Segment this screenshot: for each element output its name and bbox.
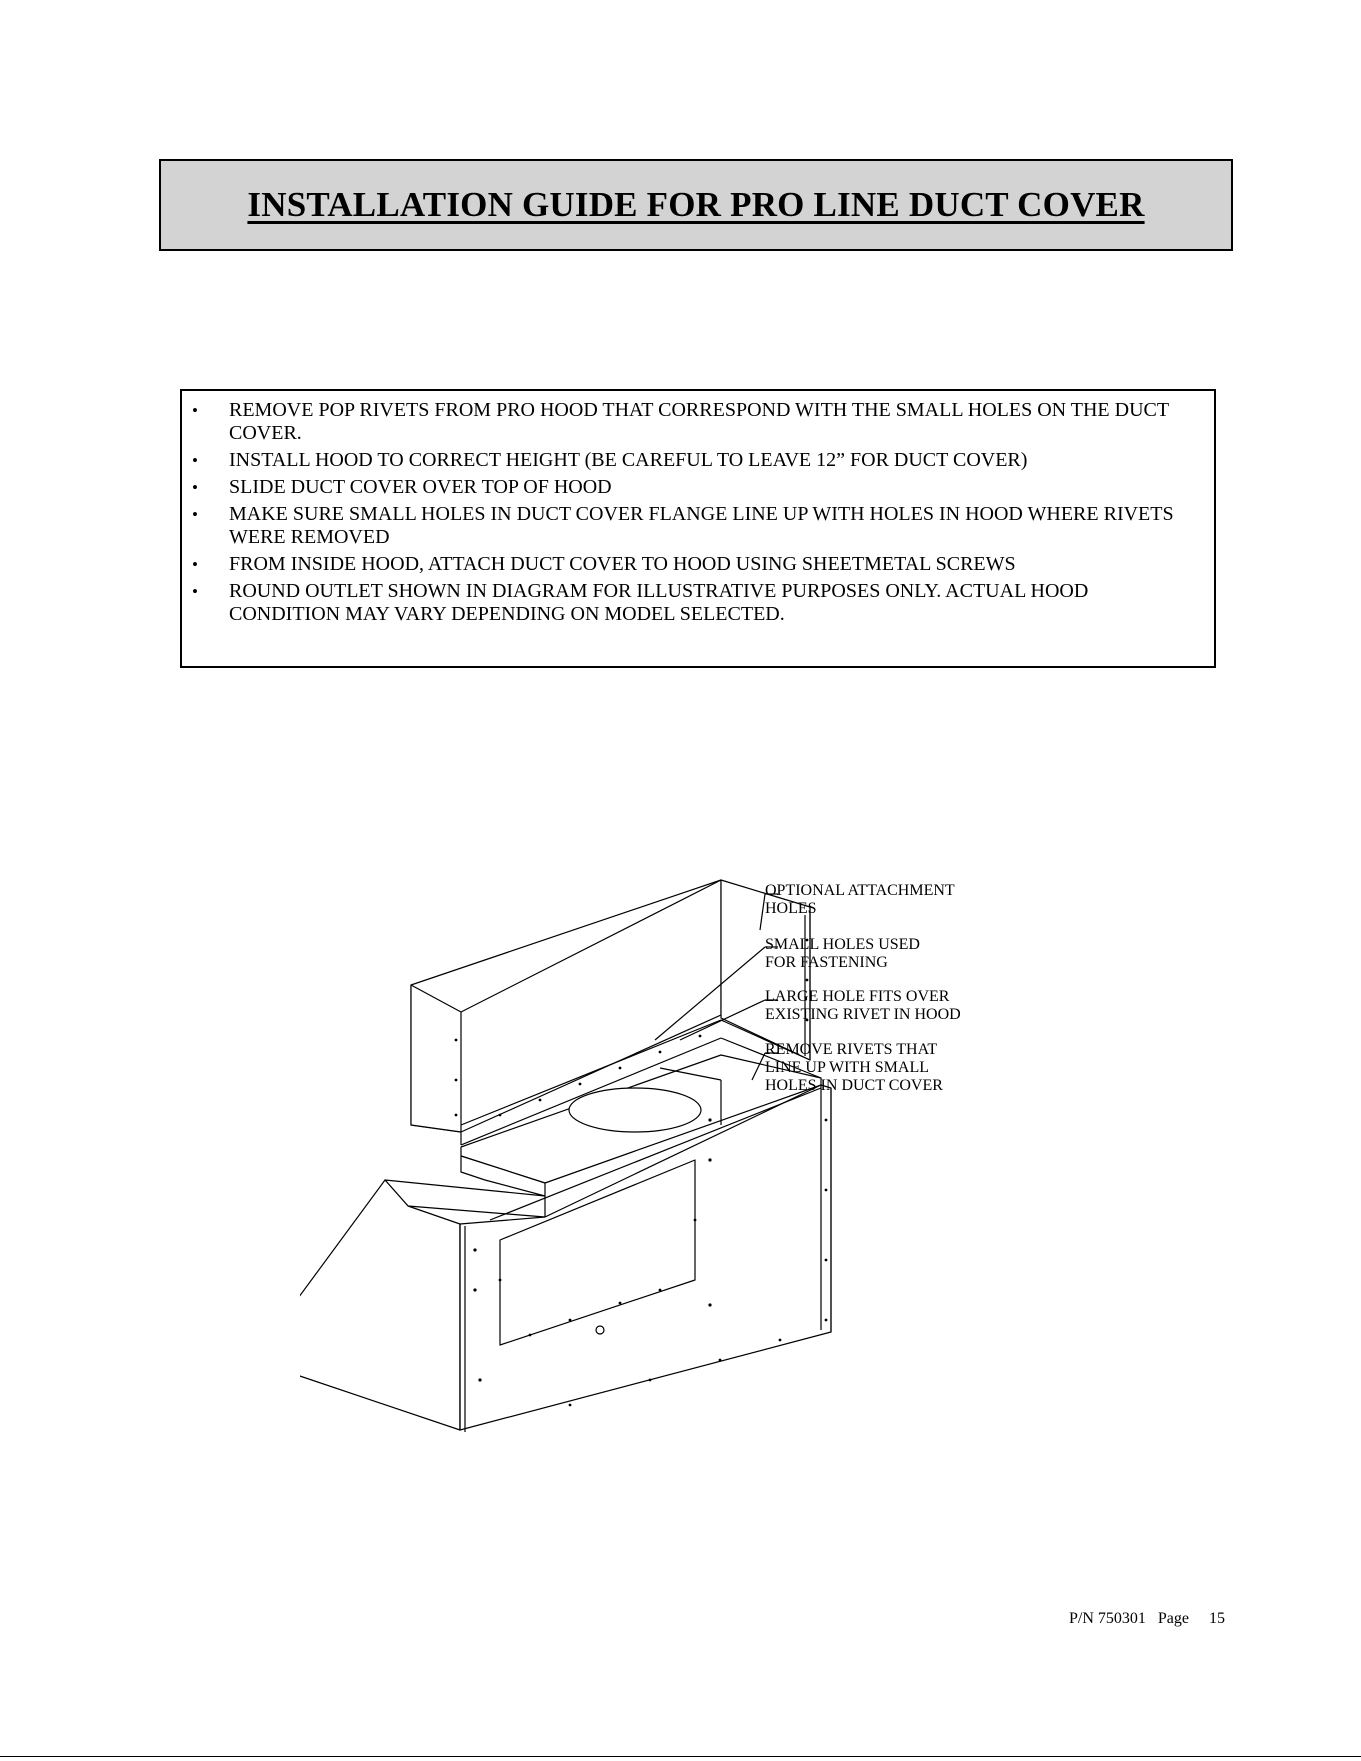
instruction-item: • REMOVE POP RIVETS FROM PRO HOOD THAT CORRESPOND WITH THE SMALL HOLES ON THE DUCT COVER.	[192, 399, 1198, 445]
page-label: Page	[1157, 1610, 1189, 1627]
callout-remove-rivets: REMOVE RIVETS THAT LINE UP WITH SMALL HOLES IN DUCT COVER	[765, 1041, 943, 1094]
instruction-item: • ROUND OUTLET SHOWN IN DIAGRAM FOR ILLUSTRATIVE PURPOSES ONLY. ACTUAL HOOD CONDITION MAY VARY DEPENDING ON MODEL SELECTED.	[192, 580, 1198, 626]
title-banner	[159, 159, 1233, 251]
part-number: P/N 750301	[1068, 1610, 1146, 1627]
instructions-box	[180, 389, 1216, 668]
rivet-detail	[596, 1326, 604, 1334]
callout-optional-holes: OPTIONAL ATTACHMENT HOLES	[765, 882, 955, 917]
duct-cover-diagram	[300, 860, 1100, 1440]
duct-cover-drawing	[300, 860, 1100, 1440]
instruction-item: • FROM INSIDE HOOD, ATTACH DUCT COVER TO HOOD USING SHEETMETAL SCREWS	[192, 553, 1198, 576]
callout-large-hole: LARGE HOLE FITS OVER EXISTING RIVET IN HOOD	[765, 988, 961, 1023]
instructions-list	[192, 399, 1198, 626]
instruction-item: • SLIDE DUCT COVER OVER TOP OF HOOD	[192, 476, 1198, 499]
round-outlet	[569, 1088, 701, 1132]
bottom-divider	[0, 1756, 1361, 1757]
instruction-item: • MAKE SURE SMALL HOLES IN DUCT COVER FLANGE LINE UP WITH HOLES IN HOOD WHERE RIVETS WERE REMOVED	[192, 503, 1198, 549]
instruction-item: • INSTALL HOOD TO CORRECT HEIGHT (BE CAREFUL TO LEAVE 12” FOR DUCT COVER)	[192, 449, 1198, 472]
page-footer	[1069, 1610, 1225, 1628]
hood-illustration	[300, 1055, 831, 1432]
page-title: INSTALLATION GUIDE FOR PRO LINE DUCT COVER	[247, 185, 1145, 224]
page-number: 15	[1209, 1610, 1225, 1627]
callout-small-holes: SMALL HOLES USED FOR FASTENING	[765, 936, 920, 971]
